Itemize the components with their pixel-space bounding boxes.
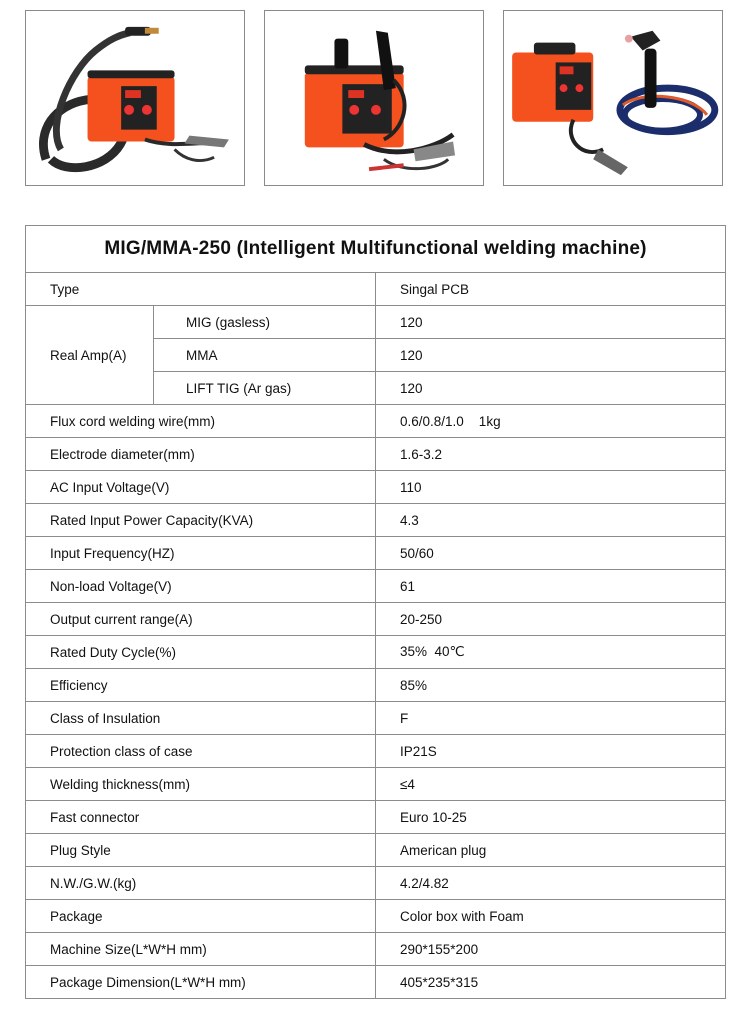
row-label: Rated Input Power Capacity(KVA) [26,504,376,537]
row-label: Fast connector [26,801,376,834]
row-value: Color box with Foam [376,900,726,933]
row-value: Euro 10-25 [376,801,726,834]
row-label: Real Amp(A) [26,306,154,405]
table-row [26,537,726,570]
row-value: 1.6-3.2 [376,438,726,471]
mode-label: MMA [154,339,376,372]
row-label: Protection class of case [26,735,376,768]
table-row [26,702,726,735]
table-row [26,900,726,933]
row-value: 50/60 [376,537,726,570]
row-value: 85% [376,669,726,702]
row-value: 120 [376,339,726,372]
row-value: 4.3 [376,504,726,537]
table-row [26,504,726,537]
table-row [26,636,726,669]
mode-label: MIG (gasless) [154,306,376,339]
spec-table [25,225,726,999]
product-photo-mma [264,10,484,186]
table-row [26,933,726,966]
table-row [26,735,726,768]
row-label: Rated Duty Cycle(%) [26,636,376,669]
table-row [26,306,726,339]
row-value: Singal PCB [376,273,726,306]
row-value: 290*155*200 [376,933,726,966]
row-label: Plug Style [26,834,376,867]
row-value: 0.6/0.8/1.0 1kg [376,405,726,438]
spec-title: MIG/MMA-250 (Intelligent Multifunctional welding machine) [26,226,726,273]
welder-with-electrode-holder-photo [265,11,483,185]
product-photo-tig [503,10,723,186]
row-label: Welding thickness(mm) [26,768,376,801]
row-value: 120 [376,306,726,339]
row-label: Flux cord welding wire(mm) [26,405,376,438]
row-value: 120 [376,372,726,405]
row-value: ≤4 [376,768,726,801]
table-row [26,471,726,504]
row-label: Package Dimension(L*W*H mm) [26,966,376,999]
row-label: Output current range(A) [26,603,376,636]
table-row [26,834,726,867]
table-row [26,273,726,306]
product-photo-mig [25,10,245,186]
row-label: Electrode diameter(mm) [26,438,376,471]
row-label: Input Frequency(HZ) [26,537,376,570]
row-label: Type [26,273,376,306]
row-label: Package [26,900,376,933]
row-label: AC Input Voltage(V) [26,471,376,504]
mode-label: LIFT TIG (Ar gas) [154,372,376,405]
table-row [26,570,726,603]
row-label: Class of Insulation [26,702,376,735]
row-value: F [376,702,726,735]
row-label: Non-load Voltage(V) [26,570,376,603]
table-row [26,438,726,471]
table-row [26,603,726,636]
table-row [26,405,726,438]
row-value: American plug [376,834,726,867]
row-value: 20-250 [376,603,726,636]
row-value: IP21S [376,735,726,768]
row-value: 35% 40℃ [376,636,726,669]
row-value: 61 [376,570,726,603]
row-label: Machine Size(L*W*H mm) [26,933,376,966]
row-value: 110 [376,471,726,504]
row-value: 4.2/4.82 [376,867,726,900]
row-label: Efficiency [26,669,376,702]
table-row [26,801,726,834]
table-row [26,669,726,702]
table-row [26,966,726,999]
row-label: N.W./G.W.(kg) [26,867,376,900]
row-value: 405*235*315 [376,966,726,999]
table-row [26,768,726,801]
mig-welder-with-torch-photo [26,11,244,185]
table-row [26,867,726,900]
welder-with-tig-torch-photo [504,11,722,185]
